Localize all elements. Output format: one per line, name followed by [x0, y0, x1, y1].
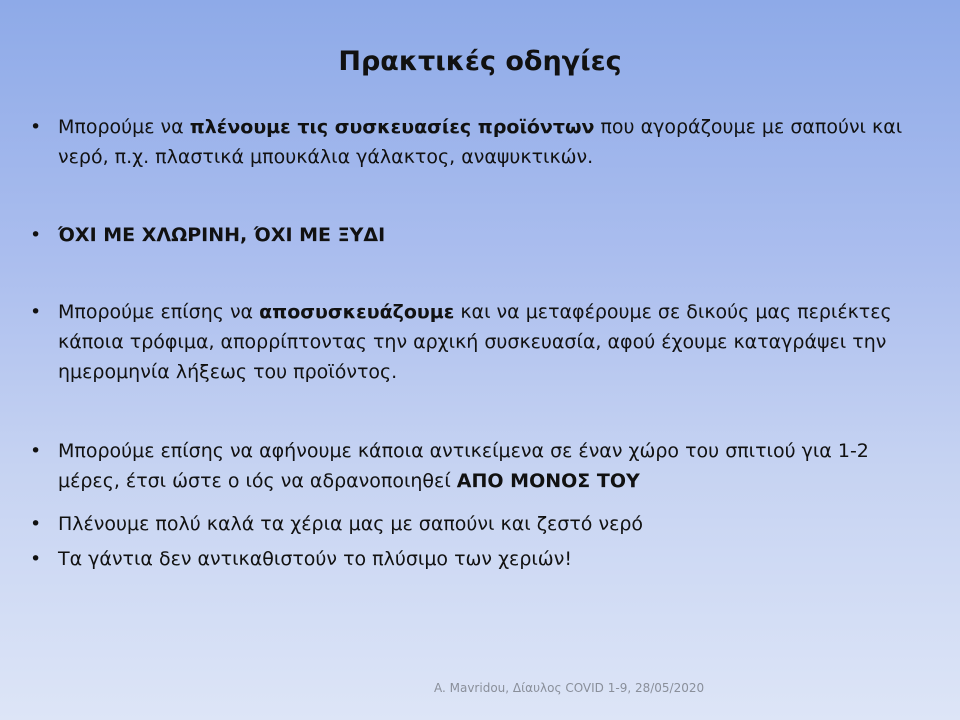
bullet-marker: •	[30, 440, 42, 462]
bullet-text	[58, 112, 910, 172]
bullet-text	[58, 436, 910, 496]
bullet-text-pre: Τα γάντια δεν αντικαθιστούν το πλύσιμο των χεριών!	[58, 548, 572, 570]
bullet-marker: •	[30, 224, 42, 246]
bullet-text-pre: Μπορούμε επίσης να	[58, 301, 260, 323]
bullet-text	[58, 509, 910, 539]
bullet-text-bold: πλένουμε τις συσκευασίες προϊόντων	[189, 116, 595, 138]
bullet-text-bold: ΌΧΙ ΜΕ ΧΛΩΡΙΝΗ, ΌΧΙ ΜΕ ΞΥΔΙ	[58, 224, 386, 246]
bullet-text-pre: Μπορούμε επίσης να αφήνουμε κάποια αντικείμενα σε έναν χώρο του σπιτιού για 1-2 μέρες, έτσι ώστε ο ιός να αδρανοποιηθεί	[58, 440, 869, 492]
bullet-text-pre: Μπορούμε να	[58, 116, 190, 138]
slide-title: Πρακτικές οδηγίες	[338, 46, 622, 77]
bullet-text-bold: αποσυσκευάζουμε	[259, 301, 455, 323]
bullet-text	[58, 544, 910, 574]
bullet-text-pre: Πλένουμε πολύ καλά τα χέρια μας με σαπούνι και ζεστό νερό	[58, 513, 644, 535]
bullet-marker: •	[30, 513, 42, 535]
bullet-marker: •	[30, 301, 42, 323]
bullet-text-post: που αγοράζουμε με σαπούνι και νερό, π.χ. πλαστικά μπουκάλια γάλακτος, αναψυκτικών.	[58, 116, 903, 168]
bullet-marker: •	[30, 548, 42, 570]
bullet-text-bold: ΑΠΟ ΜΟΝΟΣ ΤΟΥ	[456, 470, 640, 492]
bullet-marker: •	[30, 116, 42, 138]
bullet-text	[58, 220, 910, 250]
bullet-text	[58, 297, 910, 387]
slide-footer: A. Mavridou, Δίαυλος COVID 1-9, 28/05/2020	[434, 681, 705, 695]
bullet-text-post: και να μεταφέρουμε σε δικούς μας περιέκτες κάποια τρόφιμα, απορρίπτοντας την αρχική συσκευασία, αφού έχουμε καταγράψει την ημερομηνία λήξεως του προϊόντος.	[58, 301, 892, 383]
